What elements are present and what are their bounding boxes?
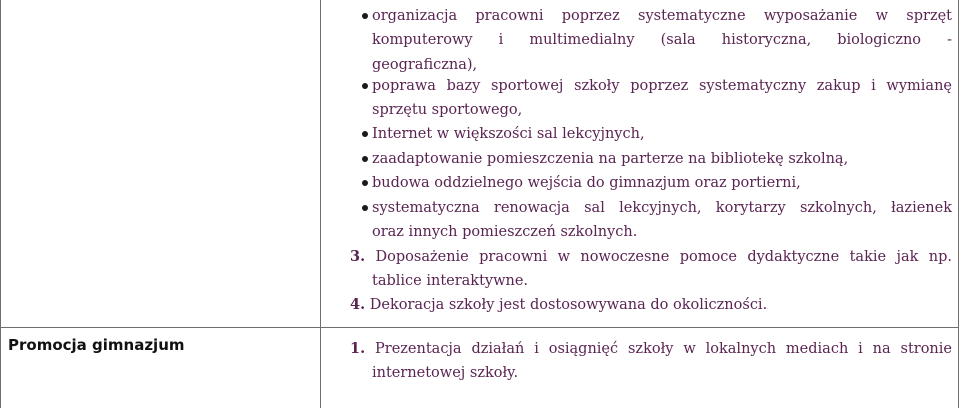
item-number: 3. (350, 248, 366, 265)
bullet-item (372, 122, 645, 146)
bullet-icon (362, 13, 368, 19)
bullet-icon (362, 83, 368, 89)
table-column-divider (320, 0, 321, 408)
bullet-text-line: organizacja pracowni poprzez systematyczne wyposażanie w sprzęt (372, 8, 952, 24)
bullet-text-line: sprzętu sportowego, (372, 102, 523, 119)
row-label: Promocja gimnazjum (8, 336, 185, 354)
bullet-text-line: systematyczna renowacja sal lekcyjnych, korytarzy szkolnych, łazienek (372, 200, 952, 216)
bullet-item (372, 4, 952, 77)
bullet-item (372, 147, 848, 171)
bullet-item (372, 74, 952, 123)
numbered-item (350, 337, 952, 386)
item-number: 4. (350, 296, 366, 313)
item-number: 1. (350, 340, 366, 357)
numbered-item (350, 245, 952, 294)
item-text: Prezentacja działań i osiągnięć szkoły w lokalnych mediach i na stronie (375, 341, 952, 357)
bullet-text-line: zaadaptowanie pomieszczenia na parterze na bibliotekę szkolną, (372, 151, 849, 167)
bullet-text-line: komputerowy i multimedialny (sala historyczna, biologiczno - (372, 32, 952, 49)
bullet-text-line: geograficzna), (372, 56, 478, 73)
table-row-divider (0, 327, 959, 328)
numbered-item (350, 293, 952, 317)
bullet-text-line: Internet w większości sal lekcyjnych, (372, 126, 645, 142)
table-border-left (0, 0, 1, 408)
numbered-item-line (350, 293, 952, 317)
numbered-item-line: internetowej szkoły. (372, 365, 519, 382)
item-text: Doposażenie pracowni w nowoczesne pomoce dydaktyczne takie jak np. (375, 249, 953, 265)
numbered-item-line (350, 245, 952, 269)
numbered-item-line: tablice interaktywne. (372, 273, 529, 290)
bullet-text-line: budowa oddzielnego wejścia do gimnazjum oraz portierni, (372, 175, 801, 191)
bullet-text-line: oraz innych pomieszczeń szkolnych. (372, 224, 638, 241)
bullet-icon (362, 205, 368, 211)
table-border-right (958, 0, 959, 408)
bullet-icon (362, 180, 368, 186)
bullet-item (372, 196, 952, 245)
bullet-text-line: poprawa bazy sportowej szkoły poprzez systematyczny zakup i wymianę (372, 78, 952, 94)
bullet-icon (362, 156, 368, 162)
numbered-item-line (350, 337, 952, 361)
bullet-icon (362, 131, 368, 137)
bullet-item (372, 171, 801, 195)
item-text: Dekoracja szkoły jest dostosowywana do okoliczności. (369, 297, 768, 313)
